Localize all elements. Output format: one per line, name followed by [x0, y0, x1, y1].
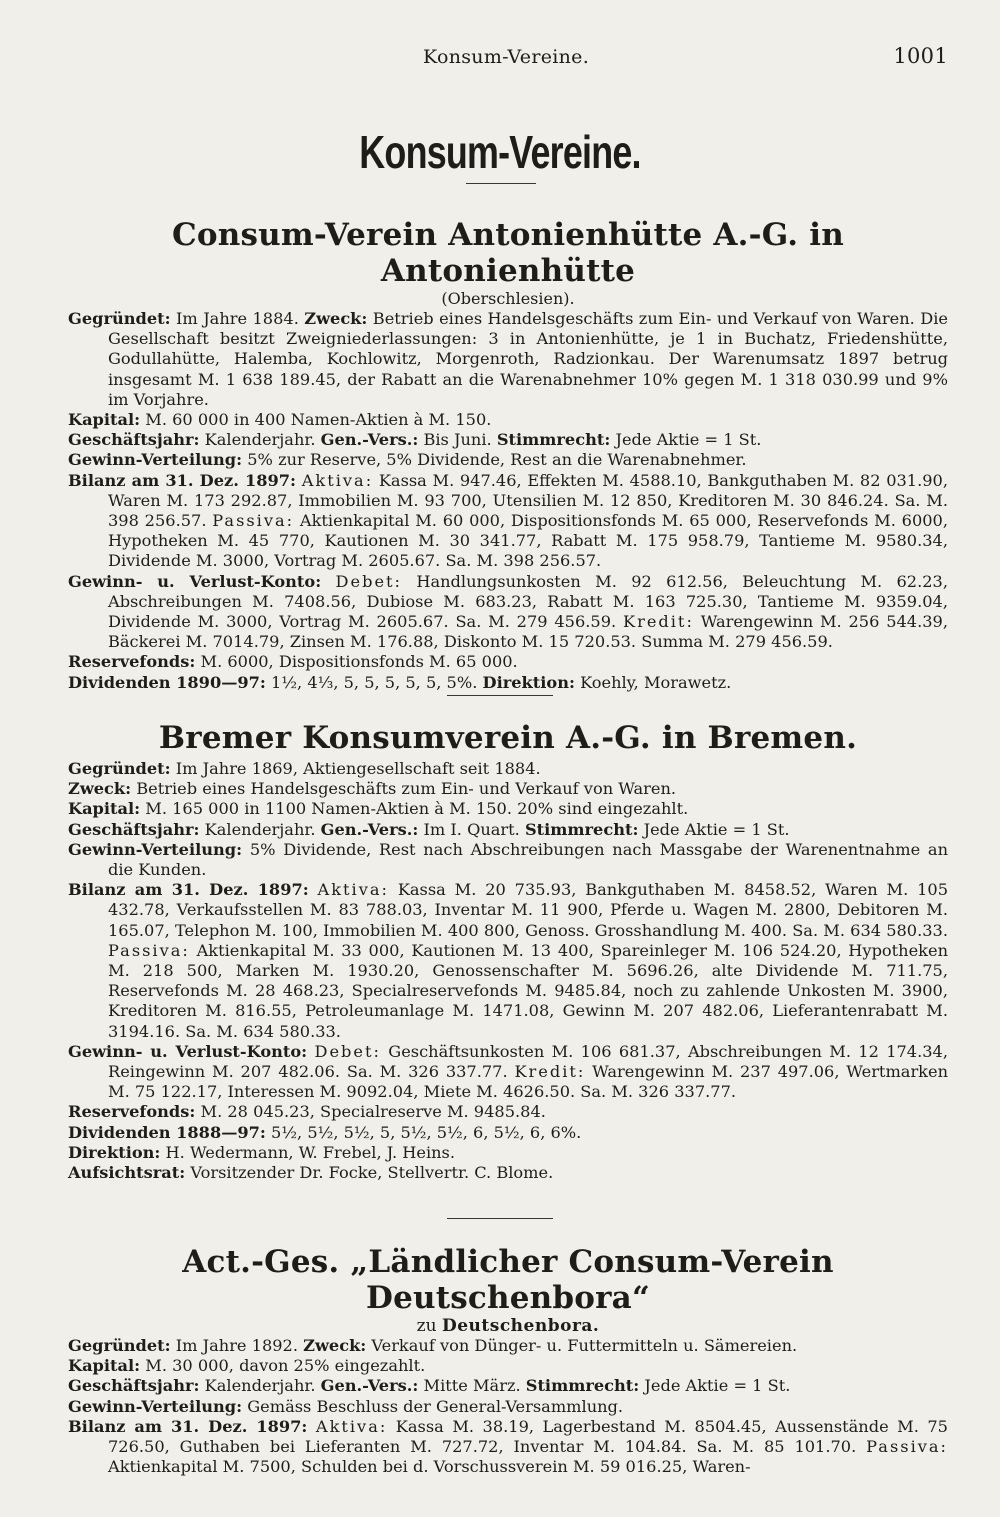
- entry-paragraph: [68, 471, 948, 572]
- field-label: Geschäftsjahr:: [68, 1376, 200, 1396]
- field-label: Gewinn-Verteilung:: [68, 839, 243, 859]
- field-text: Aktienkapital M. 7500, Schulden bei d. Vorschussverein M. 59 016.25, Waren-: [108, 1457, 751, 1477]
- field-text: 5% zur Reserve, 5% Dividende, Rest an die Warenabnehmer.: [242, 450, 747, 470]
- field-label: Bilanz am 31. Dez. 1897:: [68, 470, 297, 490]
- field-label: Gen.-Vers.:: [320, 1376, 419, 1396]
- spaced-label: Aktiva:: [315, 1416, 388, 1436]
- entry-subtitle-place: Deutschenbora.: [441, 1316, 600, 1336]
- field-label: Kapital:: [68, 1356, 141, 1376]
- spaced-label: Passiva:: [212, 511, 295, 531]
- field-text: Mitte März.: [418, 1376, 526, 1396]
- entry-title: Consum-Verein Antonienhütte A.-G. in Antonienhütte: [172, 217, 844, 289]
- field-text: Vorsitzender Dr. Focke, Stellvertr. C. Blome.: [185, 1163, 554, 1183]
- field-text: M. 6000, Dispositionsfonds M. 65 000.: [195, 652, 518, 672]
- field-text: M. 60 000 in 400 Namen-Aktien à M. 150.: [140, 410, 492, 430]
- spaced-label: Debet:: [314, 1041, 381, 1061]
- entry-bremen: [68, 720, 948, 1183]
- entry-paragraph: [68, 840, 948, 880]
- field-text: Aktienkapital M. 33 000, Kautionen M. 13 400, Spareinleger M. 106 524.20, Hypotheken M. 218 500, Marken M. 1930.20, Genossenschafter M. 5696.26, alte Dividende M. 711.75, Reservefonds M. 28 468.23, Specialreservefonds M. 9485.84, noch zu zahlende Unkosten M. 3900, Kreditoren M. 816.55, Petroleumanlage M. 1471.08, Gewinn M. 207 482.06, Lieferantenrabatt M. 3194.16. Sa. M. 634 580.33.: [108, 940, 948, 1041]
- field-label: Kapital:: [68, 799, 141, 819]
- entry-paragraph: [68, 1163, 948, 1183]
- entry-subtitle-prefix: zu: [416, 1316, 437, 1336]
- field-label: Geschäftsjahr:: [68, 430, 200, 450]
- field-text: Kalenderjahr.: [199, 819, 321, 839]
- field-label: Aufsichtsrat:: [68, 1163, 186, 1183]
- entry-subtitle: (Oberschlesien).: [441, 289, 575, 308]
- field-text: [321, 572, 335, 591]
- entry-paragraph: [68, 1417, 948, 1478]
- entry-paragraph: [68, 880, 948, 1042]
- field-text: Gemäss Beschluss der General-Versammlung.: [242, 1396, 624, 1416]
- entry-body: [68, 759, 948, 1183]
- section-divider: [447, 695, 553, 696]
- field-label: Stimmrecht:: [525, 1376, 640, 1396]
- field-text: Jede Aktie = 1 St.: [610, 430, 762, 450]
- field-label: Gen.-Vers.:: [320, 819, 419, 839]
- running-head-title: Konsum-Vereine.: [423, 46, 590, 68]
- field-text: Kassa M. 20 735.93, Bankguthaben M. 8458.52, Waren M. 105 432.78, Verkaufsstellen M. 83 788.03, Inventar M. 11 900, Pferde u. Wagen M. 2800, Debitoren M. 165.07, Telephon M. 100, Immobilien M. 400 800, Genoss. Grosshandlung M. 400. Sa. M. 634 580.33.: [108, 880, 948, 940]
- field-text: Handlungsunkosten M. 92 612.56, Beleuchtung M. 62.23, Abschreibungen M. 7408.56, Dubiose M. 683.23, Rabatt M. 163 725.30, Tantieme M. 9359.04, Dividende M. 3000, Vortrag M. 2605.67. Sa. M. 279 456.59.: [108, 571, 948, 632]
- field-label: Zweck:: [304, 309, 368, 328]
- field-text: [309, 880, 318, 899]
- entry-paragraph: [68, 1336, 948, 1356]
- field-text: Kalenderjahr.: [199, 1376, 321, 1396]
- entry-body: [68, 309, 948, 693]
- field-label: Gegründet:: [68, 1336, 171, 1355]
- field-label: Dividenden 1890—97:: [68, 672, 266, 692]
- entry-paragraph: [68, 1143, 948, 1163]
- field-text: Warengewinn M. 237 497.06, Wertmarken M. 75 122.17, Interessen M. 9092.04, Miete M. 4626.50. Sa. M. 326 337.77.: [108, 1062, 948, 1102]
- entry-paragraph: [68, 1042, 948, 1103]
- entry-paragraph: [68, 673, 948, 693]
- field-text: Warengewinn M. 256 544.39, Bäckerei M. 7014.79, Zinsen M. 176.88, Diskonto M. 15 720.53. Summa M. 279 456.59.: [108, 612, 948, 652]
- entry-paragraph: [68, 1356, 948, 1376]
- entry-paragraph: [68, 1376, 948, 1396]
- field-text: Kassa M. 38.19, Lagerbestand M. 8504.45, Aussenstände M. 75 726.50, Guthaben bei Lieferanten M. 727.72, Inventar M. 104.84. Sa. M. 85 101.70.: [108, 1416, 948, 1457]
- spaced-label: Debet:: [335, 571, 402, 591]
- field-label: Gen.-Vers.:: [320, 430, 419, 450]
- entry-paragraph: [68, 1102, 948, 1122]
- chapter-title: Konsum-Vereine.: [359, 126, 641, 178]
- field-text: Im Jahre 1869, Aktiengesellschaft seit 1884.: [170, 759, 541, 778]
- field-label: Reservefonds:: [68, 1102, 196, 1122]
- entry-paragraph: [68, 652, 948, 672]
- field-label: Dividenden 1888—97:: [68, 1122, 266, 1142]
- entry-subtitle: [68, 1316, 948, 1336]
- field-label: Bilanz am 31. Dez. 1897:: [68, 1416, 308, 1436]
- field-label: Gewinn- u. Verlust-Konto:: [68, 1041, 308, 1061]
- field-text: Jede Aktie = 1 St.: [638, 819, 790, 839]
- entry-antonienhuette: [68, 217, 948, 693]
- field-text: H. Wedermann, W. Frebel, J. Heins.: [160, 1142, 456, 1162]
- field-text: Koehly, Morawetz.: [574, 672, 732, 692]
- field-label: Kapital:: [68, 410, 141, 430]
- entry-paragraph: [68, 799, 948, 819]
- field-text: Aktienkapital M. 60 000, Dispositionsfonds M. 65 000, Reservefonds M. 6000, Hypotheken M. 45 770, Kautionen M. 30 341.77, Rabatt M. 175 958.79, Tantieme M. 9580.34, Dividende M. 3000, Vortrag M. 2605.67. Sa. M. 398 256.57.: [108, 511, 948, 571]
- field-text: Kalenderjahr.: [199, 430, 321, 450]
- field-label: Direktion:: [68, 1142, 161, 1162]
- field-text: Verkauf von Dünger- u. Futtermitteln u. Sämereien.: [366, 1336, 798, 1355]
- field-text: Jede Aktie = 1 St.: [639, 1376, 791, 1396]
- field-text: [307, 1417, 316, 1436]
- field-text: Kassa M. 947.46, Effekten M. 4588.10, Bankguthaben M. 82 031.90, Waren M. 173 292.87, Immobilien M. 93 700, Utensilien M. 12 850, Kreditoren M. 30 846.24. Sa. M. 398 256.57.: [108, 470, 948, 531]
- entry-paragraph: [68, 759, 948, 779]
- field-text: Betrieb eines Handelsgeschäfts zum Ein- und Verkauf von Waren.: [131, 779, 677, 799]
- entry-paragraph: [68, 1397, 948, 1417]
- entry-body: [68, 1336, 948, 1477]
- spaced-label: Kredit:: [514, 1062, 586, 1082]
- field-text: Bis Juni.: [418, 430, 497, 450]
- entry-paragraph: [68, 1123, 948, 1143]
- running-head: [0, 44, 1000, 74]
- field-label: Gewinn-Verteilung:: [68, 1396, 243, 1416]
- entry-title: Act.-Ges. „Ländlicher Consum-Verein Deutschenbora“: [182, 1244, 834, 1316]
- field-text: M. 165 000 in 1100 Namen-Aktien à M. 150. 20% sind eingezahlt.: [140, 799, 689, 819]
- entry-deutschenbora: [68, 1244, 948, 1477]
- field-label: Reservefonds:: [68, 652, 196, 672]
- entry-paragraph: [68, 820, 948, 840]
- field-text: Im I. Quart.: [418, 819, 525, 839]
- entry-paragraph: [68, 779, 948, 799]
- entry-paragraph: [68, 309, 948, 410]
- field-text: Im Jahre 1884.: [170, 309, 305, 328]
- spaced-label: Aktiva:: [301, 470, 374, 490]
- field-text: Im Jahre 1892.: [170, 1336, 304, 1355]
- field-label: Zweck:: [68, 779, 132, 799]
- field-text: Betrieb eines Handelsgeschäfts zum Ein- und Verkauf von Waren. Die Gesellschaft besitzt Zweigniederlassungen: 3 in Antonienhütte, je 1 in Buchatz, Friedenshütte, Godullahütte, Halemba, Kochlowitz, Morgenroth, Radzionkau. Der Warenumsatz 1897 betrug insgesamt M. 1 638 189.45, der Rabatt an die Warenabnehmer 10% gegen M. 1 318 030.99 und 9% im Vorjahre.: [108, 309, 948, 409]
- field-text: 1½, 4⅓, 5, 5, 5, 5, 5, 5%.: [265, 672, 483, 692]
- field-text: 5% Dividende, Rest nach Abschreibungen nach Massgabe der Warenentnahme an die Kunden.: [108, 839, 948, 880]
- field-label: Bilanz am 31. Dez. 1897:: [68, 880, 309, 900]
- field-label: Gewinn-Verteilung:: [68, 450, 243, 470]
- spaced-label: Kredit:: [622, 612, 694, 632]
- spaced-label: Passiva:: [108, 940, 190, 960]
- entry-paragraph: [68, 572, 948, 653]
- entry-paragraph: [68, 430, 948, 450]
- entry-paragraph: [68, 450, 948, 470]
- field-label: Gegründet:: [68, 759, 171, 778]
- chapter-title-rule: [466, 183, 536, 184]
- field-text: [307, 1042, 314, 1061]
- spaced-label: Aktiva:: [317, 880, 389, 900]
- field-label: Geschäftsjahr:: [68, 819, 200, 839]
- field-text: Geschäftsunkosten M. 106 681.37, Abschreibungen M. 12 174.34, Reingewinn M. 207 482.06. Sa. M. 326 337.77.: [108, 1041, 948, 1082]
- field-label: Gewinn- u. Verlust-Konto:: [68, 571, 322, 591]
- field-label: Stimmrecht:: [524, 819, 639, 839]
- field-text: M. 30 000, davon 25% eingezahlt.: [140, 1356, 426, 1376]
- entry-title: Bremer Konsumverein A.-G. in Bremen.: [158, 720, 858, 756]
- spaced-label: Passiva:: [866, 1437, 948, 1457]
- page-number: 1001: [893, 44, 948, 68]
- section-divider: [447, 1218, 553, 1219]
- field-label: Zweck:: [303, 1336, 367, 1355]
- entry-paragraph: [68, 410, 948, 430]
- field-text: M. 28 045.23, Specialreserve M. 9485.84.: [195, 1102, 546, 1122]
- field-label: Direktion:: [482, 672, 575, 692]
- field-text: 5½, 5½, 5½, 5, 5½, 5½, 6, 5½, 6, 6%.: [265, 1122, 582, 1142]
- field-label: Gegründet:: [68, 309, 171, 328]
- field-label: Stimmrecht:: [496, 430, 611, 450]
